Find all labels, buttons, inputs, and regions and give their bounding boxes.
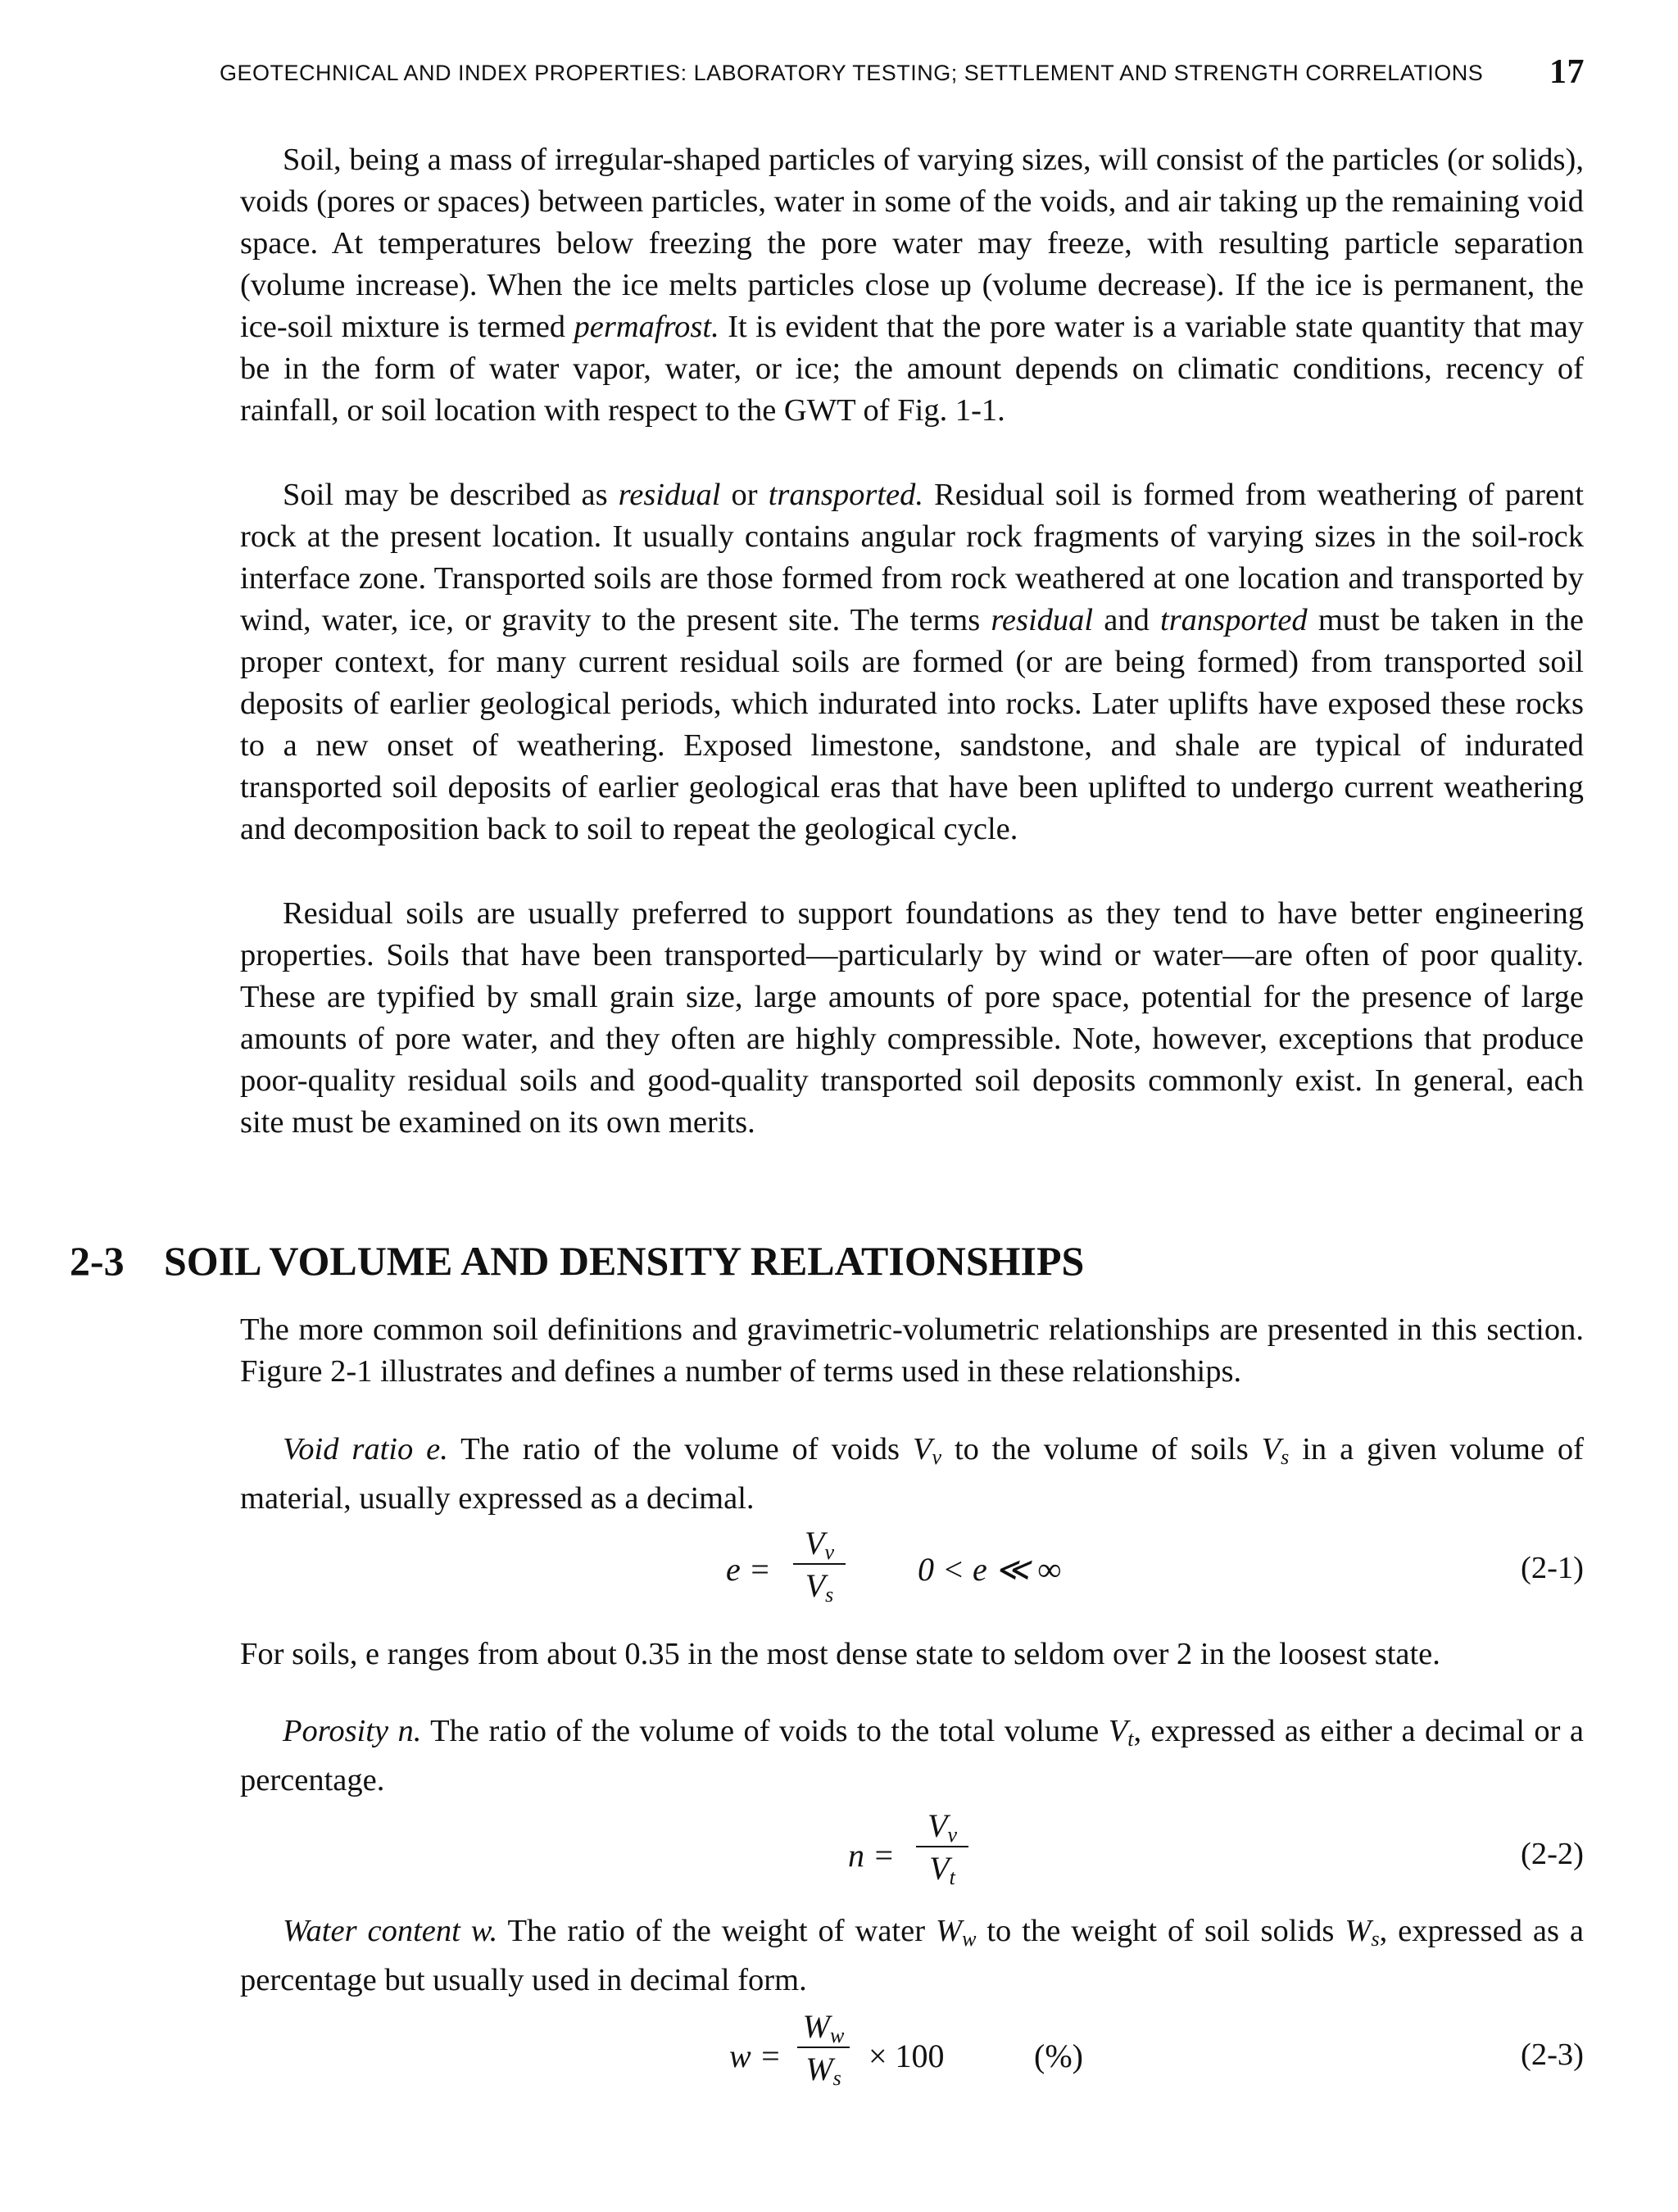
equation-2-3: w = $W_w$ $W_s$ × 100 (%) (2-3) [729,2008,1584,2090]
section-intro: The more common soil definitions and gravimetric-volumetric relationships are presented in this section. Figure 2-1 illustrates and defines a number of terms used in these relationships. [240,1312,1584,1389]
running-header [220,52,1585,98]
paragraph-soil-composition: Soil, being a mass of irregular-shaped particles of varying sizes, will consist of the particles (or solids), voids (pores or spaces) between particles, water in some of the voids, and air taking up the remaining void space. At temperatures below freezing the pore water may freeze, with resulting particle separation (volume increase). When the ice melts particles close up (volume decrease). If the ice is permanent, the ice-soil mixture is termed permafrost. It is evident that the pore water is a variable state quantity that may be in the form of water vapor, water, or ice; the amount depends on climatic conditions, recency of rainfall, or soil location with respect to the GWT of Fig. 1-1. [240,143,1584,428]
definition-porosity: Porosity n. The ratio of the volume of voids to the total volume $V_t$, expressed as either a decimal or a percentage. [240,1714,1584,1797]
paragraph-residual-preferred: Residual soils are usually preferred to support foundations as they tend to have better engineering properties. Soils that have been transported—particularly by wind or water—are often of poor quality. These are typified by small grain size, large amounts of pore space, potential for the presence of large amounts of pore water, and they often are highly compressible. Note, however, exceptions that produce poor-quality residual soils and good-quality transported soil deposits commonly exist. In general, each site must be examined on its own merits. [240,896,1584,1140]
equation-2-2: n = $V_v$ $V_t$ (2-2) [848,1807,1584,1889]
equation-2-1: e = $V_v$ $V_s$ 0 < e ≪ ∞ (2-1) [726,1525,1584,1607]
section-heading [70,1237,1084,1285]
definition-void-ratio: Void ratio e. The ratio of the volume of voids $V_v$ to the volume of soils $V_s$ in a given volume of material, usually expressed as a decimal. [240,1432,1584,1516]
void-ratio-range: For soils, e ranges from about 0.35 in the most dense state to seldom over 2 in the loosest state. [240,1637,1440,1671]
paragraph-residual-transported: Soil may be described as residual or transported. Residual soil is formed from weathering of parent rock at the present location. It usually contains angular rock fragments of varying sizes in the soil-rock interface zone. Transported soils are those formed from rock weathered at one location and transported by wind, water, ice, or gravity to the present site. The terms residual and transported must be taken in the proper context, for many current residual soils are formed (or are being formed) from transported soil deposits of earlier geological periods, which indurated into rocks. Later uplifts have exposed these rocks to a new onset of weathering. Exposed limestone, sandstone, and shale are typical of indurated transported soil deposits of earlier geological eras that have been uplifted to undergo current weathering and decomposition back to soil to repeat the geological cycle. [240,478,1584,846]
definition-water-content: Water content w. The ratio of the weight of water $W_w$ to the weight of soil solids $W_s$, expressed as a percentage but usually used in decimal form. [240,1914,1585,1997]
running-title: GEOTECHNICAL AND INDEX PROPERTIES: LABORATORY TESTING; SETTLEMENT AND STRENGTH CORRELATIONS [220,61,1484,85]
section-number: 2-3 [70,1238,125,1284]
equation-number: (2-1) [1521,1551,1584,1585]
equation-number: (2-3) [1521,2037,1584,2072]
page-number: 17 [1549,53,1585,91]
equation-number: (2-2) [1521,1837,1584,1871]
section-title: SOIL VOLUME AND DENSITY RELATIONSHIPS [164,1238,1085,1284]
